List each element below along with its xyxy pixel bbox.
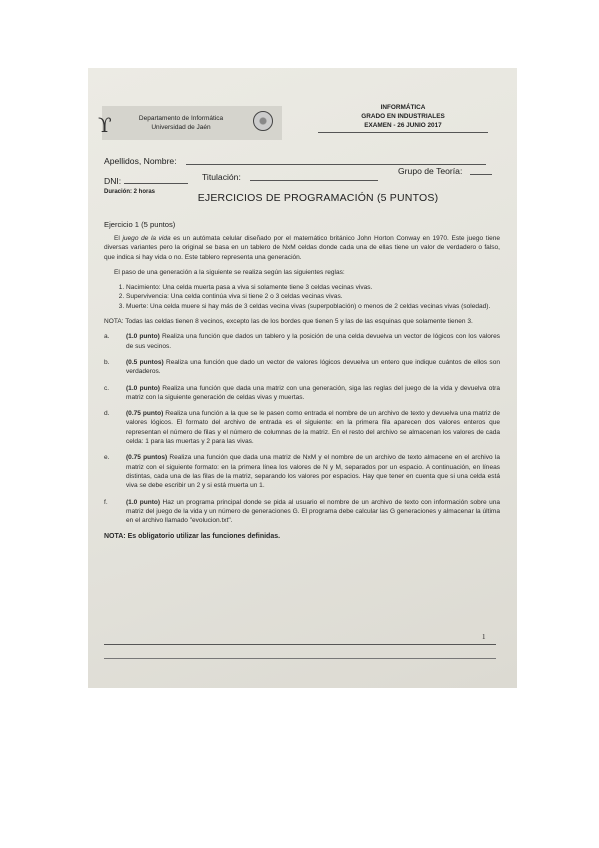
note-paragraph: NOTA: Todas las celdas tienen 8 vecinos, excepto las de los bordes que tienen 5 y las de las esquinas que solamente tienen 3.	[104, 318, 473, 326]
task-item	[104, 409, 500, 446]
task-description: Realiza una función que dada una matriz de NxM y el nombre de un archivo de texto almacene en el archivo la matriz con el siguiente formato: en la primera línea los valores de N y M, separados por un espacio. A continuación, en líneas distintas, cada una de las filas de la matriz, separando los valores por espacios. Hay que tener en cuenta que si una celda está viva se debe escribir un 2 y si está muerta un 1.	[126, 454, 500, 490]
task-item	[104, 453, 500, 490]
task-points: (1.0 punto)	[126, 384, 160, 392]
department-line: Departamento de Informática	[138, 115, 224, 122]
task-text	[126, 384, 500, 403]
intro-emphasis: juego de la vida	[122, 235, 171, 242]
exercise-heading: Ejercicio 1 (5 puntos)	[104, 220, 176, 229]
task-description: Realiza una función que dados un tablero y la posición de una celda devuelva un vector de lógicos con los valores de sus vecinos.	[126, 333, 500, 350]
task-description: Realiza una función que dada una matriz con una generación, siga las reglas del juego de la vida y devuelva otra matriz con la siguiente generación de celdas vivas y muertas.	[126, 384, 500, 401]
subject-title: INFORMÁTICA	[380, 104, 426, 111]
task-item	[104, 498, 500, 526]
dni-label: DNI:	[104, 176, 122, 186]
university-seal-icon	[253, 111, 273, 131]
task-points: (1.0 punto)	[126, 333, 160, 341]
intro-pre: El	[114, 235, 123, 242]
exercise-body	[104, 234, 500, 542]
department-name	[126, 114, 236, 132]
page-number: 1	[482, 633, 486, 641]
task-letter: b.	[104, 358, 110, 366]
task-letter: f.	[104, 498, 108, 506]
name-label: Apellidos, Nombre:	[104, 156, 177, 166]
header-rule	[318, 132, 488, 133]
intro-post: es un autómata celular diseñado por el matemático británico John Horton Conway en 1970. Este juego tiene diversas variantes pero la original se basa en un tablero de NxM celdas donde cada una de ellas tiene un valor de verdadero o falso, que indica si hay vida o no. Este tablero representa una generación.	[104, 235, 500, 261]
task-text	[126, 358, 500, 377]
degree-field[interactable]	[250, 180, 378, 181]
task-points: (0.5 puntos)	[126, 358, 164, 366]
rule-item: 1. Nacimiento: Una celda muerta pasa a viva si solamente tiene 3 celdas vecinas vivas.	[126, 283, 500, 292]
rules-list	[104, 283, 500, 311]
university-line: Universidad de Jaén	[151, 124, 211, 131]
university-logo-icon: ϒ	[98, 113, 112, 137]
degree-title: GRADO EN INDUSTRIALES	[361, 112, 445, 120]
exam-sheet	[88, 68, 517, 688]
task-points: (0.75 punto)	[126, 410, 164, 418]
page-title: EJERCICIOS DE PROGRAMACIÓN (5 PUNTOS)	[197, 192, 439, 204]
task-item	[104, 384, 500, 403]
group-label: Grupo de Teoría:	[398, 166, 463, 176]
duration: Duración: 2 horas	[104, 189, 156, 195]
task-item	[104, 358, 500, 377]
task-description: Haz un programa principal donde se pida al usuario el nombre de un archivo de texto con información sobre una matriz del juego de la vida y un número de generaciones G. El programa debe calcular las G generaciones y almacenar la última en el archivo llamado "evolucion.txt".	[126, 498, 500, 525]
task-letter: e.	[104, 454, 110, 462]
task-description: Realiza una función a la que se le pasen como entrada el nombre de un archivo de texto y devuelva una matriz de valores lógicos. El formato del archivo de entrada es el siguiente: en la primera fila aparecen dos valores enteros que representan el número de filas y el número de columnas de la matriz. En el resto del archivo se almacenan los valores de cada celda: 1 para las muertas y 2 para las vivas.	[126, 410, 500, 446]
dni-field[interactable]	[124, 183, 188, 184]
task-description: Realiza una función que dado un vector de valores lógicos devuelva un entero que indique cuántos de ellos son verdaderos.	[126, 358, 500, 376]
task-letter: c.	[104, 384, 110, 392]
group-field[interactable]	[470, 174, 492, 175]
intro-paragraph	[104, 234, 500, 262]
final-note: NOTA: Es obligatorio utilizar las funciones definidas.	[104, 533, 281, 541]
name-field[interactable]	[186, 164, 486, 165]
rule-item: 2. Supervivencia: Una celda continúa viva si tiene 2 o 3 celdas vecinas vivas.	[126, 292, 500, 301]
task-points: (1.0 punto)	[126, 498, 161, 506]
rule-item: 3. Muerte: Una celda muere si hay más de 3 celdas vecina vivas (superpoblación) o menos de 2 celdas vecinas vivas (soledad).	[126, 302, 500, 311]
task-letter: d.	[104, 410, 110, 418]
footer-rule	[104, 644, 496, 645]
footer-rule-2	[104, 658, 496, 659]
exam-date: EXAMEN - 26 JUNIO 2017	[364, 121, 442, 129]
task-text	[126, 409, 500, 446]
task-item	[104, 332, 500, 351]
task-text	[126, 498, 500, 526]
task-letter: a.	[104, 333, 110, 341]
task-text	[126, 332, 500, 351]
task-text	[126, 453, 500, 490]
exam-info	[318, 104, 488, 130]
rules-intro: El paso de una generación a la siguiente se realiza según las siguientes reglas:	[114, 268, 345, 276]
degree-label: Titulación:	[202, 172, 241, 182]
task-points: (0.75 puntos)	[126, 454, 168, 462]
document-photo	[88, 68, 517, 688]
